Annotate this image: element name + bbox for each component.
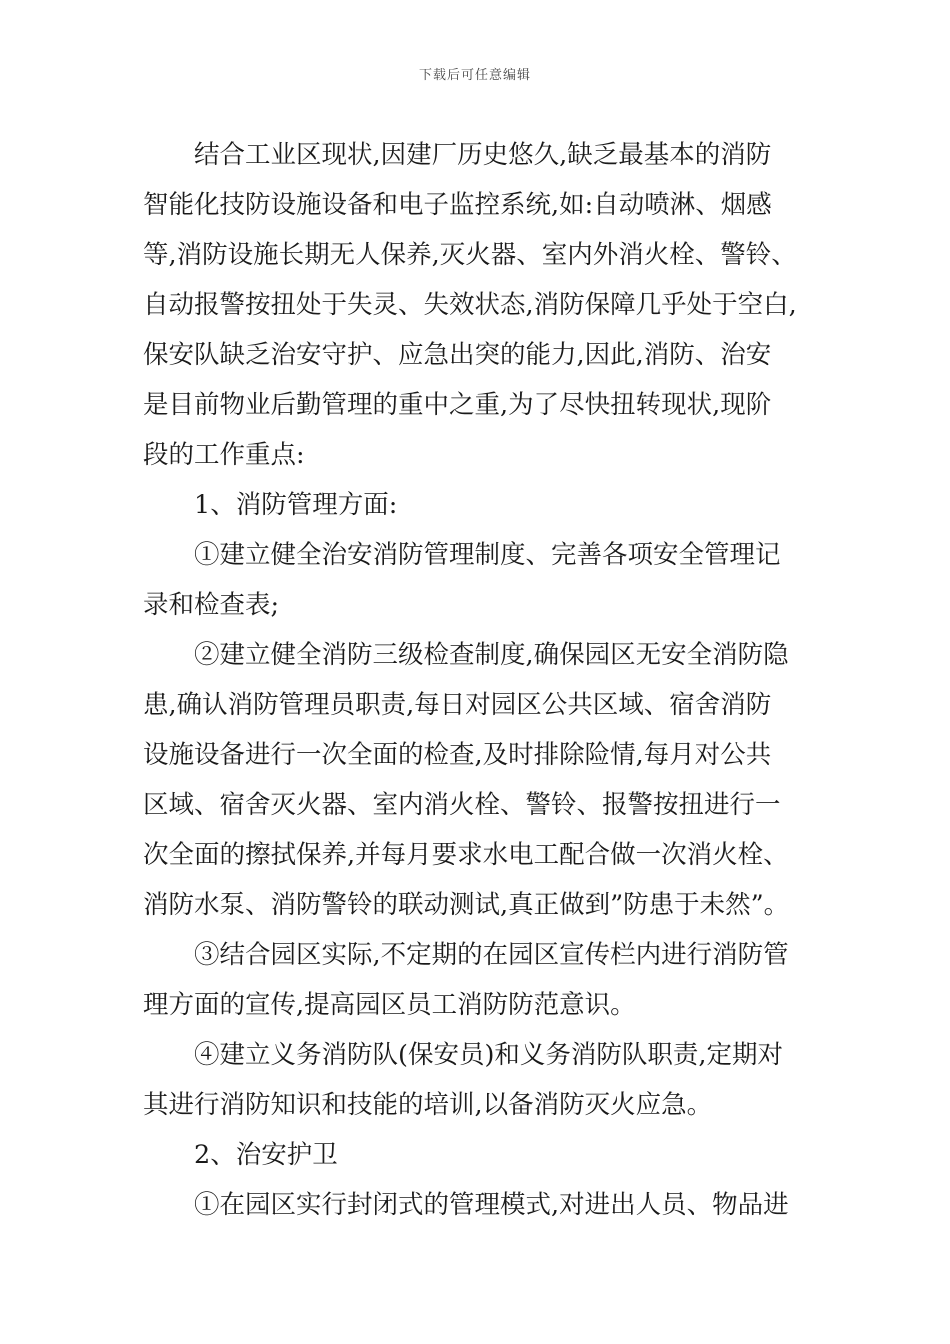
text-line: 结合工业区现状,因建厂历史悠久,缺乏最基本的消防 (194, 140, 772, 170)
section-heading: 1、消防管理方面: (194, 490, 398, 520)
text-line: ③结合园区实际,不定期的在园区宣传栏内进行消防管 (194, 940, 789, 970)
text-line: ①建立健全治安消防管理制度、完善各项安全管理记 (194, 540, 781, 570)
text-line: 设施设备进行一次全面的检查,及时排除险情,每月对公共 (143, 740, 772, 770)
text-line: 区域、宿舍灭火器、室内消火栓、警铃、报警按扭进行一 (143, 790, 781, 820)
text-line: 智能化技防设施设备和电子监控系统,如:自动喷淋、烟感 (143, 190, 772, 220)
text-line: ①在园区实行封闭式的管理模式,对进出人员、物品进 (194, 1190, 789, 1220)
text-line: 其进行消防知识和技能的培训,以备消防灭火应急。 (143, 1090, 713, 1120)
text-line: 消防水泵、消防警铃的联动测试,真正做到”防患于未然”。 (143, 890, 790, 920)
text-line: ④建立义务消防队(保安员)和义务消防队职责,定期对 (194, 1040, 784, 1070)
section-heading: 2、治安护卫 (194, 1140, 338, 1170)
text-line: 等,消防设施长期无人保养,灭火器、室内外消火栓、警铃、 (143, 240, 797, 270)
text-line: ②建立健全消防三级检查制度,确保园区无安全消防隐 (194, 640, 789, 670)
text-line: 段的工作重点: (143, 440, 305, 470)
text-line: 患,确认消防管理员职责,每日对园区公共区域、宿舍消防 (143, 690, 772, 720)
text-line: 理方面的宣传,提高园区员工消防防范意识。 (143, 990, 636, 1020)
text-line: 录和检查表; (143, 590, 280, 620)
text-line: 次全面的擦拭保养,并每月要求水电工配合做一次消火栓、 (143, 840, 789, 870)
text-line: 自动报警按扭处于失灵、失效状态,消防保障几乎处于空白, (143, 290, 797, 320)
document-body (143, 130, 823, 1230)
text-line: 保安队缺乏治安守护、应急出突的能力,因此,消防、治安 (143, 340, 772, 370)
page-header: 下载后可任意编辑 (418, 68, 531, 83)
text-line: 是目前物业后勤管理的重中之重,为了尽快扭转现状,现阶 (143, 390, 772, 420)
